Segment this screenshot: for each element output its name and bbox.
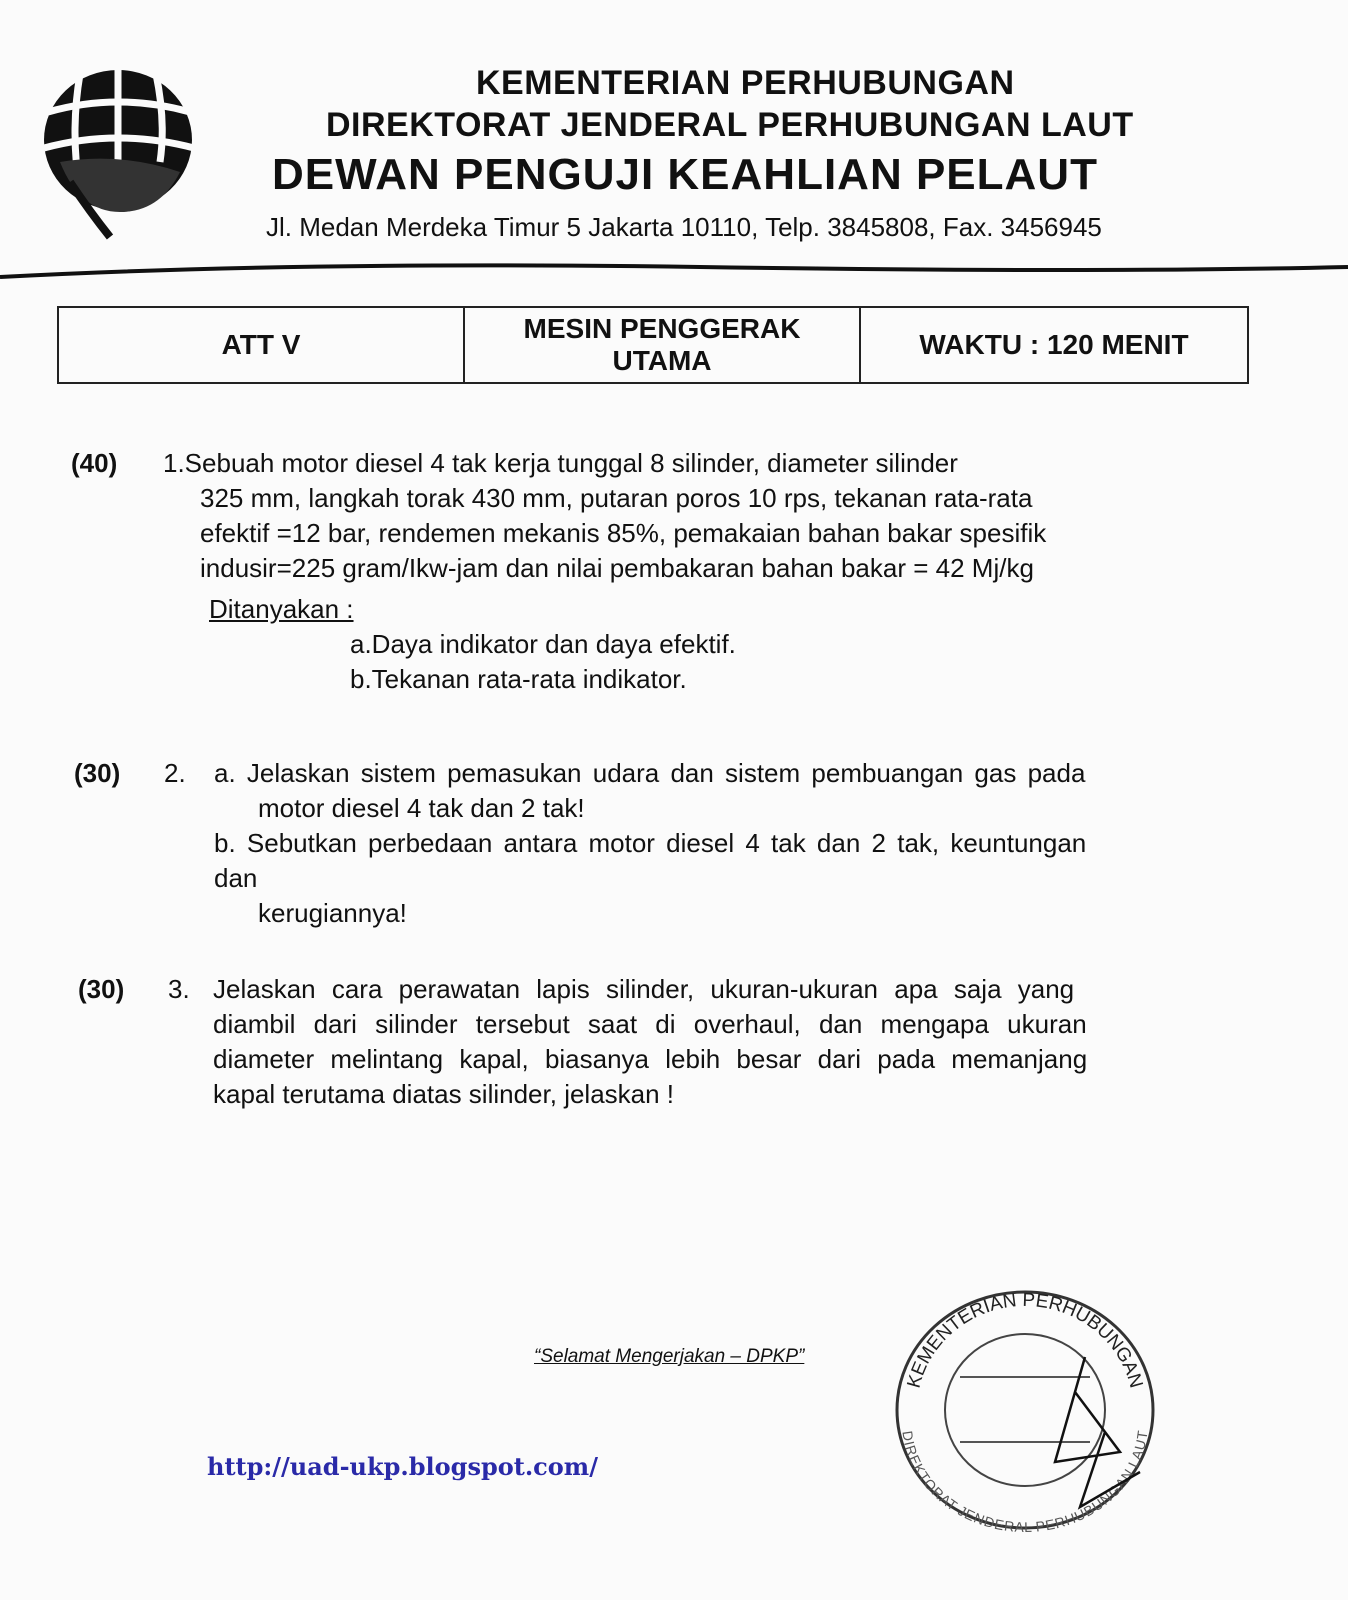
header-divider <box>0 255 1348 285</box>
question-line: kapal terutama diatas silinder, jelaskan ! <box>213 1079 675 1109</box>
stamp-text-top: KEMENTERIAN PERHUBUNGAN <box>903 1289 1147 1391</box>
question-points: (40) <box>71 448 118 478</box>
question-line: efektif =12 bar, rendemen mekanis 85%, pemakaian bahan bakar spesifik <box>200 518 1047 548</box>
exam-time: WAKTU : 120 MENIT <box>860 307 1248 383</box>
official-stamp-icon <box>890 1282 1160 1532</box>
question-line: dan <box>214 863 258 893</box>
address: Jl. Medan Merdeka Timur 5 Jakarta 10110, Telp. 3845808, Fax. 3456945 <box>266 212 1102 242</box>
question-3 <box>78 972 1087 1112</box>
question-line: indusir=225 gram/Ikw-jam dan nilai pembakaran bahan bakar = 42 Mj/kg <box>200 553 1034 583</box>
question-line: b. Sebutkan perbedaan antara motor diesel 4 tak dan 2 tak, keuntungan <box>214 828 1087 858</box>
question-line: kerugiannya! <box>258 898 407 928</box>
exam-subject <box>464 307 860 383</box>
question-line: a. Jelaskan sistem pemasukan udara dan sistem pembuangan gas pada <box>214 758 1086 788</box>
question-line: 325 mm, langkah torak 430 mm, putaran poros 10 rps, tekanan rata-rata <box>200 483 1033 513</box>
subject-line-1: MESIN PENGGERAK <box>523 313 801 344</box>
question-number: 2. <box>164 758 186 788</box>
question-1 <box>71 446 1046 697</box>
question-points: (30) <box>78 974 125 1004</box>
exam-level: ATT V <box>58 307 464 383</box>
question-line: diameter melintang kapal, biasanya lebih besar dari pada memanjang <box>213 1044 1088 1074</box>
question-line: Jelaskan cara perawatan lapis silinder, ukuran-ukuran apa saja yang <box>213 974 1075 1004</box>
question-line: 1.Sebuah motor diesel 4 tak kerja tunggal 8 silinder, diameter silinder <box>163 448 958 478</box>
sub-question: b.Tekanan rata-rata indikator. <box>350 664 687 694</box>
question-line: diambil dari silinder tersebut saat di overhaul, dan mengapa ukuran <box>213 1009 1087 1039</box>
svg-text:KEMENTERIAN PERHUBUNGAN <box>904 1290 1147 1391</box>
board-name: DEWAN PENGUJI KEAHLIAN PELAUT <box>272 150 1098 199</box>
asked-label: Ditanyakan : <box>209 594 354 624</box>
question-points: (30) <box>74 758 121 788</box>
closing-note: “Selamat Mengerjakan – DPKP” <box>534 1346 805 1367</box>
directorate-name: DIREKTORAT JENDERAL PERHUBUNGAN LAUT <box>326 106 1134 144</box>
subject-line-2: UTAMA <box>612 345 712 376</box>
question-number: 3. <box>168 974 190 1004</box>
stamp-text-bottom: DIREKTORAT JENDERAL PERHUBUNGAN LAUT <box>898 1429 1152 1532</box>
exam-info-table <box>57 306 1249 384</box>
asked-label-wrap <box>163 592 354 627</box>
blog-url[interactable]: http://uad-ukp.blogspot.com/ <box>207 1452 598 1481</box>
question-line: motor diesel 4 tak dan 2 tak! <box>258 793 585 823</box>
ministry-name: KEMENTERIAN PERHUBUNGAN <box>476 64 1015 102</box>
sub-question: a.Daya indikator dan daya efektif. <box>350 629 736 659</box>
question-2 <box>74 756 1086 931</box>
ministry-logo-icon <box>40 62 200 242</box>
